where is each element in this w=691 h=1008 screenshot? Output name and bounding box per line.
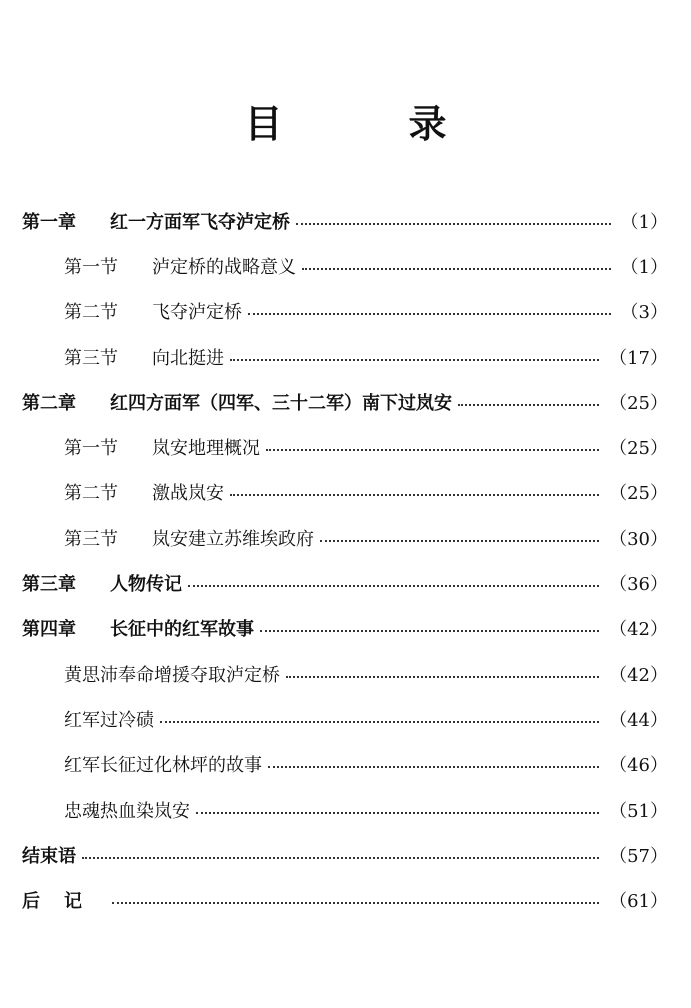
toc-entry	[22, 560, 668, 605]
toc-entry	[22, 198, 668, 243]
toc-entry	[22, 243, 668, 288]
toc-entry-label	[64, 434, 260, 460]
dot-leader	[296, 223, 611, 225]
toc-entry-label	[22, 208, 290, 234]
toc-entry	[22, 424, 668, 469]
toc-entry-label	[64, 479, 224, 505]
toc-page-number: （42）	[609, 664, 668, 686]
toc-entry-label	[64, 797, 190, 823]
toc-entry-title: 红军过冷碛	[64, 709, 154, 731]
dot-leader	[196, 812, 599, 814]
dot-leader	[112, 902, 599, 904]
toc-entry	[22, 470, 668, 515]
toc-entry-title: 黄思沛奉命增援夺取泸定桥	[64, 664, 280, 686]
toc-entry	[22, 606, 668, 651]
toc-entry-label	[64, 525, 314, 551]
toc-entry-label	[22, 389, 452, 415]
toc-entry-number: 第二节	[64, 302, 118, 324]
toc-page-number: （57）	[609, 845, 668, 867]
toc-entry-number: 第一节	[64, 438, 118, 460]
toc-page-number: （25）	[609, 483, 668, 505]
dot-leader	[230, 359, 599, 361]
toc-entry	[22, 651, 668, 696]
toc-entry-title: 飞夺泸定桥	[152, 302, 242, 324]
toc-entry-label	[22, 615, 254, 641]
toc-entry	[22, 877, 668, 922]
toc-entry	[22, 379, 668, 424]
dot-leader	[230, 494, 599, 496]
toc-entry-title: 红军长征过化林坪的故事	[64, 755, 262, 777]
toc-entry-label	[64, 706, 154, 732]
toc-entry	[22, 696, 668, 741]
toc-entry-number: 第三章	[22, 574, 76, 596]
toc-entry-title: 岚安建立苏维埃政府	[152, 528, 314, 550]
toc-entry	[22, 742, 668, 787]
toc-entry-label	[22, 570, 182, 596]
toc-page-number: （61）	[609, 891, 668, 913]
toc-entry-title: 激战岚安	[152, 483, 224, 505]
toc-entry-label	[64, 751, 262, 777]
toc-page-number: （25）	[609, 438, 668, 460]
dot-leader	[160, 721, 599, 723]
toc-entry-number: 第四章	[22, 619, 76, 641]
dot-leader	[82, 857, 599, 859]
toc-page-number: （36）	[609, 574, 668, 596]
dot-leader	[320, 540, 599, 542]
dot-leader	[268, 766, 599, 768]
page-title: 目 录	[244, 101, 491, 146]
dot-leader	[458, 404, 599, 406]
toc-page-number: （42）	[609, 619, 668, 641]
toc-entry-number: 第二章	[22, 392, 76, 414]
toc-entry-title: 红四方面军（四军、三十二军）南下过岚安	[110, 392, 452, 414]
dot-leader	[302, 268, 611, 270]
dot-leader	[188, 585, 599, 587]
toc-entry-title: 长征中的红军故事	[110, 619, 254, 641]
toc-entry-title: 泸定桥的战略意义	[152, 256, 296, 278]
toc-entry	[22, 832, 668, 877]
toc-entry-label	[22, 887, 106, 913]
toc-entry-title: 忠魂热血染岚安	[64, 800, 190, 822]
toc-entry-title: 向北挺进	[152, 347, 224, 369]
toc-entry-label	[64, 661, 280, 687]
toc-page-number: （25）	[609, 392, 668, 414]
toc-page-number: （46）	[609, 755, 668, 777]
toc-entry-title: 红一方面军飞夺泸定桥	[110, 211, 290, 233]
toc-entry	[22, 289, 668, 334]
toc-entry-label	[64, 344, 224, 370]
dot-leader	[248, 313, 611, 315]
toc-entry-number: 第一节	[64, 256, 118, 278]
toc-entry	[22, 334, 668, 379]
toc-page-number: （1）	[620, 211, 668, 233]
toc-entry-number: 第三节	[64, 528, 118, 550]
table-of-contents	[22, 198, 668, 923]
dot-leader	[260, 630, 599, 632]
toc-page-number: （51）	[609, 800, 668, 822]
toc-entry-label	[22, 842, 76, 868]
toc-entry-title: 人物传记	[110, 574, 182, 596]
toc-page-number: （3）	[620, 302, 668, 324]
toc-page-number: （1）	[620, 256, 668, 278]
toc-entry-label	[64, 253, 296, 279]
toc-entry-title: 岚安地理概况	[152, 438, 260, 460]
toc-entry	[22, 787, 668, 832]
toc-entry-number: 第三节	[64, 347, 118, 369]
toc-page-number: （30）	[609, 528, 668, 550]
toc-entry-number: 第二节	[64, 483, 118, 505]
toc-entry-title: 后记	[22, 891, 106, 913]
toc-page-number: （44）	[609, 709, 668, 731]
dot-leader	[286, 676, 599, 678]
toc-entry-title: 结束语	[22, 845, 76, 867]
dot-leader	[266, 449, 599, 451]
toc-entry-number: 第一章	[22, 211, 76, 233]
toc-entry-label	[64, 298, 242, 324]
toc-entry	[22, 515, 668, 560]
toc-page-number: （17）	[609, 347, 668, 369]
